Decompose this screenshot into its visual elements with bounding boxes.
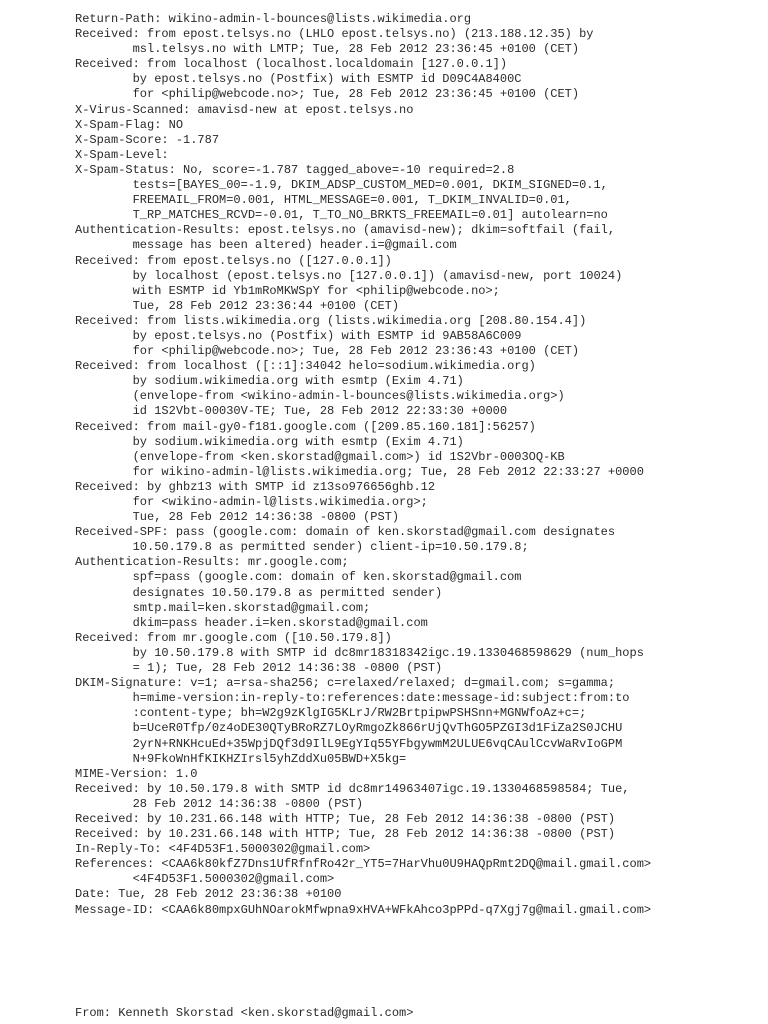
header-line: spf=pass (google.com: domain of ken.skorstad@gmail.com: [75, 570, 522, 585]
header-line: T_RP_MATCHES_RCVD=-0.01, T_TO_NO_BRKTS_FREEMAIL=0.01] autolearn=no: [75, 208, 608, 223]
header-line: by epost.telsys.no (Postfix) with ESMTP id 9AB58A6C009: [75, 328, 522, 343]
header-line: (envelope-from <wikino-admin-l-bounces@lists.wikimedia.org>): [75, 389, 565, 404]
email-header-block: [75, 12, 765, 918]
header-line: Received: from localhost ([::1]:34042 helo=sodium.wikimedia.org): [75, 359, 536, 374]
header-line: MIME-Version: 1.0: [75, 766, 198, 781]
header-line: msl.telsys.no with LMTP; Tue, 28 Feb 2012 23:36:45 +0100 (CET): [75, 42, 580, 57]
header-line: (envelope-from <ken.skorstad@gmail.com>) id 1S2Vbr-0003OQ-KB: [75, 449, 565, 464]
header-line: Received: from mr.google.com ([10.50.179.8]): [75, 630, 392, 645]
header-line: dkim=pass header.i=ken.skorstad@gmail.com: [75, 615, 428, 630]
header-line: for wikino-admin-l@lists.wikimedia.org; Tue, 28 Feb 2012 22:33:27 +0000: [75, 464, 644, 479]
header-line: with ESMTP id Yb1mRoMKWSpY for <philip@webcode.no>;: [75, 283, 500, 298]
header-line: Received: from epost.telsys.no (LHLO epost.telsys.no) (213.188.12.35) by: [75, 27, 594, 42]
header-line: 10.50.179.8 as permitted sender) client-ip=10.50.179.8;: [75, 540, 529, 555]
header-line: Tue, 28 Feb 2012 14:36:38 -0800 (PST): [75, 510, 400, 525]
header-line: Received: from lists.wikimedia.org (lists.wikimedia.org [208.80.154.4]): [75, 313, 587, 328]
header-line: message has been altered) header.i=@gmail.com: [75, 238, 457, 253]
header-line: Received: from mail-gy0-f181.google.com ([209.85.160.181]:56257): [75, 419, 536, 434]
header-line: DKIM-Signature: v=1; a=rsa-sha256; c=relaxed/relaxed; d=gmail.com; s=gamma;: [75, 676, 616, 691]
header-line: X-Spam-Level:: [75, 147, 169, 162]
header-line: <4F4D53F1.5000302@gmail.com>: [75, 872, 335, 887]
header-line: X-Spam-Status: No, score=-1.787 tagged_above=-10 required=2.8: [75, 162, 515, 177]
header-line: id 1S2Vbt-00030V-TE; Tue, 28 Feb 2012 22:33:30 +0000: [75, 404, 508, 419]
header-line: Date: Tue, 28 Feb 2012 23:36:38 +0100: [75, 887, 342, 902]
header-line: = 1); Tue, 28 Feb 2012 14:36:38 -0800 (PST): [75, 661, 443, 676]
header-line: by localhost (epost.telsys.no [127.0.0.1]) (amavisd-new, port 10024): [75, 268, 623, 283]
header-line: References: <CAA6k80kfZ7Dns1UfRfnfRo42r_YT5=7HarVhu0U9HAQpRmt2DQ@mail.gmail.com>: [75, 857, 652, 872]
header-line: Message-ID: <CAA6k80mpxGUhNOarokMfwpna9xHVA+WFkAhco3pPPd-q7Xgj7g@mail.gmail.com>: [75, 902, 652, 917]
header-line: :content-type; bh=W2g9zKlgIG5KLrJ/RW2BrtpipwPSHSnn+MGNWfoAz+c=;: [75, 706, 587, 721]
header-line: Return-Path: wikino-admin-l-bounces@lists.wikimedia.org: [75, 12, 472, 26]
header-line: Authentication-Results: mr.google.com;: [75, 555, 349, 570]
header-line: by 10.50.179.8 with SMTP id dc8mr18318342igc.19.1330468598629 (num_hops: [75, 645, 644, 660]
header-line: for <wikino-admin-l@lists.wikimedia.org>;: [75, 495, 428, 509]
header-line: Received: by 10.50.179.8 with SMTP id dc8mr14963407igc.19.1330468598584; Tue,: [75, 781, 630, 796]
header-line: Received: by ghbz13 with SMTP id z13so976656ghb.12: [75, 479, 436, 494]
header-line: X-Spam-Flag: NO: [75, 117, 184, 132]
header-line: Received: by 10.231.66.148 with HTTP; Tue, 28 Feb 2012 14:36:38 -0800 (PST): [75, 811, 616, 826]
header-line: h=mime-version:in-reply-to:references:date:message-id:subject:from:to: [75, 691, 630, 706]
header-line: tests=[BAYES_00=-1.9, DKIM_ADSP_CUSTOM_MED=0.001, DKIM_SIGNED=0.1,: [75, 178, 608, 193]
header-line: N+9FkoWnHfKIKHZIrsl5yhZddXu05BWD+X5kg=: [75, 751, 407, 766]
from-line: From: Kenneth Skorstad <ken.skorstad@gmail.com>: [75, 1006, 414, 1020]
header-line: Received-SPF: pass (google.com: domain of ken.skorstad@gmail.com designates: [75, 525, 616, 540]
header-line: by epost.telsys.no (Postfix) with ESMTP id D09C4A8400C: [75, 72, 522, 87]
header-line: for <philip@webcode.no>; Tue, 28 Feb 2012 23:36:43 +0100 (CET): [75, 344, 580, 359]
header-line: Received: from epost.telsys.no ([127.0.0.1]): [75, 253, 392, 268]
header-line: b=UceR0Tfp/0z4oDE30QTyBRoRZ7LOyRmgoZk866rUjQvThGO5PZGI3d1FiZa2S0JCHU: [75, 721, 623, 736]
header-line: by sodium.wikimedia.org with esmtp (Exim 4.71): [75, 374, 464, 389]
header-line: by sodium.wikimedia.org with esmtp (Exim 4.71): [75, 434, 464, 449]
header-line: Received: from localhost (localhost.localdomain [127.0.0.1]): [75, 57, 508, 72]
header-line: X-Spam-Score: -1.787: [75, 132, 220, 147]
header-line: for <philip@webcode.no>; Tue, 28 Feb 2012 23:36:45 +0100 (CET): [75, 87, 580, 102]
header-line: X-Virus-Scanned: amavisd-new at epost.telsys.no: [75, 102, 414, 117]
header-line: FREEMAIL_FROM=0.001, HTML_MESSAGE=0.001, T_DKIM_INVALID=0.01,: [75, 193, 572, 208]
header-line: 28 Feb 2012 14:36:38 -0800 (PST): [75, 796, 364, 811]
header-line: Received: by 10.231.66.148 with HTTP; Tue, 28 Feb 2012 14:36:38 -0800 (PST): [75, 827, 616, 842]
header-line: Tue, 28 Feb 2012 23:36:44 +0100 (CET): [75, 298, 400, 313]
header-line: In-Reply-To: <4F4D53F1.5000302@gmail.com>: [75, 842, 371, 857]
header-line: smtp.mail=ken.skorstad@gmail.com;: [75, 600, 371, 615]
header-line: 2yrN+RNKHcuEd+35WpjDQf3d9IlL9EgYIq55YFbgywmM2ULUE6vqCAulCcvWaRvIoGPM: [75, 736, 623, 751]
header-line: Authentication-Results: epost.telsys.no (amavisd-new); dkim=softfail (fail,: [75, 223, 616, 238]
header-line: designates 10.50.179.8 as permitted sender): [75, 585, 443, 600]
